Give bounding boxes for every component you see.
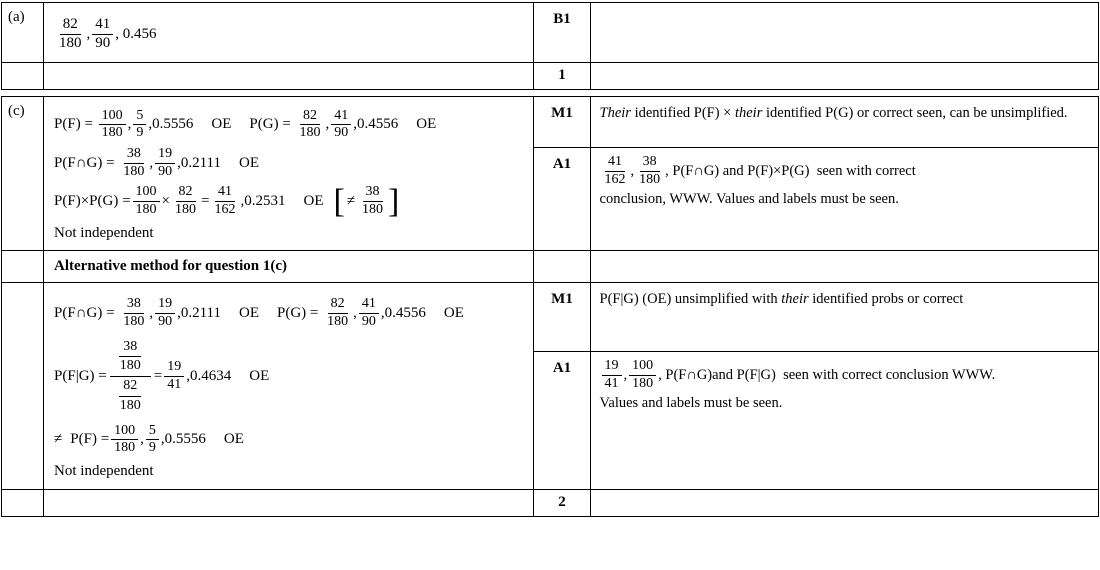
mark-scheme-sheet: [0, 2, 1100, 570]
notes-empty-cell: [590, 62, 1098, 89]
mark-total-a: 1: [558, 66, 566, 83]
pg-label: P(G) =: [249, 116, 295, 133]
comma-1: ,: [127, 116, 132, 133]
alt-method-header: Alternative method for question 1(c): [54, 258, 288, 275]
alt-fraction-38-180: $\frac{38}{180}$: [123, 296, 145, 330]
table-row: [2, 96, 1099, 148]
mark-cell-c-m1: [534, 96, 590, 148]
compound-numerator: [110, 340, 151, 377]
fraction-19-90: $\frac{19}{90}$: [155, 147, 175, 179]
final-mark-cell: [534, 489, 590, 516]
notes-comma: ,: [630, 162, 635, 179]
mark-cell-a: [534, 3, 590, 63]
alt-pfng-label: P(F∩G) =: [54, 305, 119, 322]
mark-scheme-table: [1, 2, 1099, 517]
alt-notes-m1: [591, 283, 1098, 317]
not-equal-symbol: ≠: [346, 193, 356, 210]
compound-denominator: [110, 377, 151, 413]
alt-pg-label: P(G) =: [276, 305, 323, 322]
fraction-82-180: $\frac{82}{180}$: [59, 16, 82, 51]
alt-oe-3: OE: [249, 368, 270, 385]
notes-fraction-38-180: $\frac{38}{180}$: [639, 154, 661, 187]
divider-mid: [44, 89, 534, 96]
oe-label-3: OE: [238, 154, 259, 171]
alt-comma-2: ,: [353, 305, 357, 322]
their-emphasis-1: Their: [599, 104, 631, 121]
their-emphasis-2: their: [734, 104, 763, 121]
pg-decimal: ,0.4556: [353, 116, 399, 133]
working-cell-c: [44, 96, 534, 251]
notes-a1-text-1: , P(F∩G) and P(F)×P(G) seen with correct: [665, 162, 916, 179]
alt-fraction-19-41: $\frac{19}{41}$: [164, 360, 184, 392]
divider-right: [590, 89, 1098, 96]
alt-fraction-38-180-inner: $\frac{38}{180}$: [119, 338, 141, 374]
alt-notes-cell-m1: [590, 283, 1098, 352]
equals-symbol: =: [201, 193, 210, 210]
alt-their-emphasis: their: [781, 291, 809, 308]
pf-decimal: ,0.5556: [148, 116, 194, 133]
final-notes-cell: [590, 489, 1098, 516]
notes-a1-text-2: conclusion, WWW. Values and labels must be seen.: [599, 190, 899, 207]
alt-fraction-41-90: $\frac{41}{90}$: [359, 297, 379, 329]
mark-cell-c-a1: [534, 148, 590, 251]
fraction-100-180-b: $\frac{100}{180}$: [133, 185, 160, 217]
fraction-5-9: $\frac{5}{9}$: [133, 109, 146, 141]
alt-notes-comma: ,: [623, 366, 628, 383]
alt-working: [44, 283, 533, 488]
alt-notes-a1-text-1: , P(F∩G)and P(F|G) seen with correct conclusion WWW.: [658, 366, 996, 383]
alt-pfng-decimal: ,0.2111: [177, 305, 221, 322]
section-divider-row: [2, 89, 1099, 96]
alt-mark-code-a1: A1: [552, 360, 572, 377]
notes-cell-a: [590, 3, 1098, 63]
alt-header-cell: [44, 251, 534, 283]
table-row: [2, 62, 1099, 89]
times-symbol: ×: [161, 193, 171, 210]
part-label-c: (c): [8, 102, 25, 119]
inequality-bracket: [333, 182, 400, 220]
alt-fraction-82-180-inner: $\frac{82}{180}$: [119, 378, 141, 413]
comma-3: ,: [149, 154, 154, 171]
decimal-value-a: , 0.456: [115, 25, 157, 42]
working-empty-cell: [44, 62, 534, 89]
alt-conditional-label: P(F|G) =: [54, 368, 107, 385]
fraction-41-162: $\frac{41}{162}$: [214, 184, 236, 217]
alt-conditional-decimal: ,0.4634: [186, 368, 232, 385]
alt-working-cell: [44, 283, 534, 489]
oe-label-1: OE: [211, 116, 232, 133]
alt-pf-label: P(F) =: [70, 431, 110, 448]
fraction-41-90: $\frac{41}{90}$: [92, 17, 113, 52]
notes-cell-c-a1: [590, 148, 1098, 251]
fraction-41-90-c: $\frac{41}{90}$: [331, 109, 351, 141]
oe-label-2: OE: [416, 116, 437, 133]
alt-fraction-100-180: $\frac{100}{180}$: [111, 424, 138, 456]
pf-times-pg-label: P(F)×P(G) =: [54, 193, 131, 210]
alt-method-header-row: [2, 251, 1099, 283]
alt-notes-cell-a1: [590, 352, 1098, 489]
alt-notes-spacer: [590, 251, 1098, 283]
final-part-cell: [2, 489, 44, 516]
table-row: [2, 283, 1099, 352]
compound-fraction: [110, 340, 151, 414]
table-row: [2, 3, 1099, 63]
notes-a: [591, 3, 1098, 17]
alt-conclusion: Not independent: [54, 462, 154, 479]
fraction-38-180-b: $\frac{38}{180}$: [362, 184, 384, 217]
pfng-label: P(F∩G) =: [54, 154, 119, 171]
working-cell-a: [44, 3, 534, 63]
alt-oe-1: OE: [238, 305, 259, 322]
comma-separator: ,: [86, 25, 91, 42]
alt-notes-fraction-19-41: $\frac{19}{41}$: [602, 359, 622, 391]
working-c: [44, 97, 533, 251]
alt-oe-4: OE: [223, 431, 244, 448]
alt-not-equal: ≠: [54, 431, 63, 448]
alt-oe-2: OE: [443, 305, 464, 322]
alt-part-spacer: [2, 251, 44, 283]
oe-label-4: OE: [303, 193, 324, 210]
alt-notes-a1: [591, 352, 1098, 420]
alt-mark-cell-m1: [534, 283, 590, 352]
bracket-open: [: [333, 182, 345, 220]
divider-left: [2, 89, 44, 96]
notes-m1-mid: identified P(F) ×: [630, 104, 735, 121]
alt-notes-m1-pre: P(F|G) (OE) unsimplified with: [599, 291, 782, 308]
alt-mark-spacer: [534, 251, 590, 283]
alt-comma-1: ,: [149, 305, 154, 322]
fraction-38-180: $\frac{38}{180}$: [123, 145, 145, 179]
pfng-decimal: ,0.2111: [177, 154, 221, 171]
mark-code-b1: B1: [553, 11, 571, 27]
pf-label: P(F) =: [54, 116, 97, 133]
table-row: [2, 489, 1099, 516]
alt-fraction-82-180: $\frac{82}{180}$: [327, 296, 349, 330]
part-label-a: (a): [8, 9, 25, 25]
product-decimal: ,0.2531: [240, 193, 286, 210]
alt-comma-3: ,: [140, 431, 144, 448]
mark-total-cell-a: [534, 62, 590, 89]
notes-m1-post: identified P(G) or correct seen, can be unsimplified.: [762, 104, 1068, 121]
bracket-close: ]: [388, 182, 400, 220]
alt-mark-cell-a1: [534, 352, 590, 489]
comma-2: ,: [325, 116, 330, 133]
alt-pg-decimal: ,0.4556: [380, 305, 426, 322]
mark-code-a1: A1: [552, 156, 572, 173]
notes-cell-c-m1: [590, 96, 1098, 148]
alt-fraction-19-90: $\frac{19}{90}$: [155, 297, 175, 329]
notes-c-a1: [591, 148, 1098, 216]
alt-fraction-5-9: $\frac{5}{9}$: [146, 424, 159, 456]
mark-total-c: 2: [558, 493, 566, 510]
divider-mark: [534, 89, 590, 96]
final-working-cell: [44, 489, 534, 516]
part-label-empty-cell: [2, 62, 44, 89]
part-label-c-cell: [2, 96, 44, 251]
fraction-100-180: $\frac{100}{180}$: [99, 109, 126, 141]
notes-fraction-41-162: $\frac{41}{162}$: [604, 154, 626, 187]
notes-c-m1: [591, 97, 1098, 131]
alt-equals: =: [153, 368, 163, 385]
part-label-a-cell: [2, 3, 44, 63]
fraction-82-180-c: $\frac{82}{180}$: [299, 107, 321, 141]
alt-notes-fraction-100-180: $\frac{100}{180}$: [629, 359, 656, 391]
fraction-82-180-b: $\frac{82}{180}$: [175, 184, 197, 217]
alt-mark-code-m1: M1: [551, 291, 573, 308]
mark-code-m1: M1: [551, 104, 573, 121]
alt-part-label-cell: [2, 283, 44, 489]
conclusion-c: Not independent: [54, 224, 154, 241]
alt-notes-a1-text-2: Values and labels must be seen.: [599, 394, 783, 411]
alt-notes-m1-post: identified probs or correct: [808, 291, 964, 308]
working-a: [44, 3, 533, 62]
alt-pf-decimal: ,0.5556: [160, 431, 206, 448]
